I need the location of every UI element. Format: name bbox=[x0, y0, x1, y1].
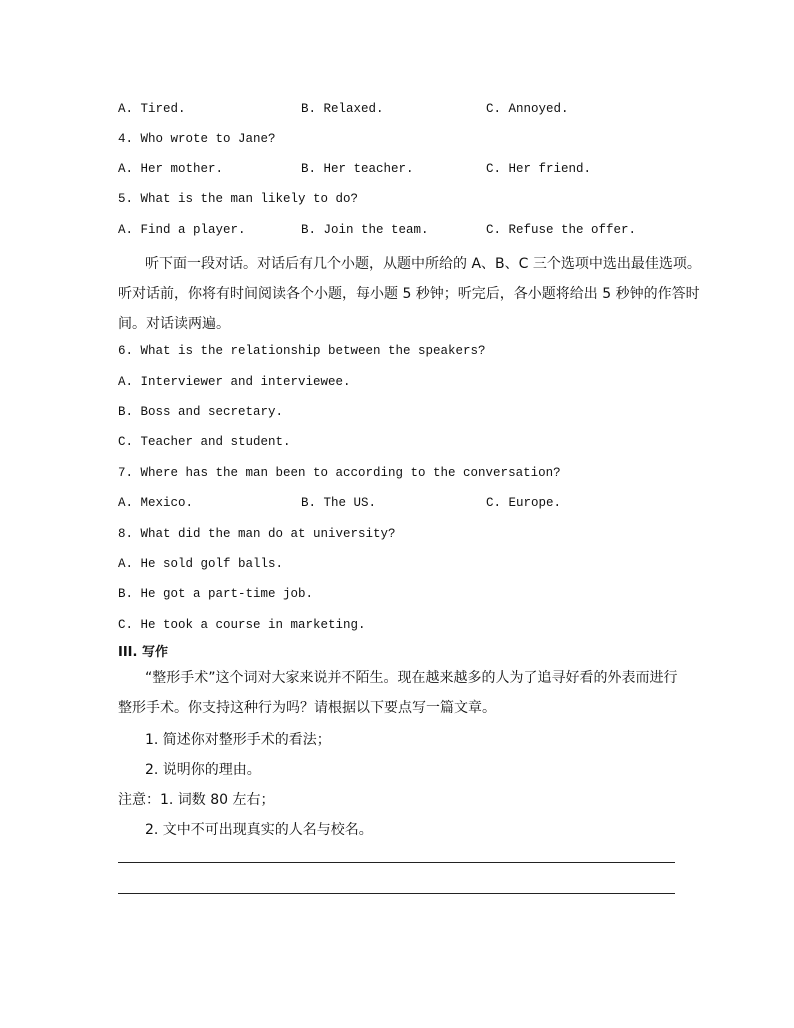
instructions-line-1: 听下面一段对话。对话后有几个小题，从题中所给的 A、B、C 三个选项中选出最佳选项。 bbox=[145, 256, 701, 272]
q3-option-a: A. Tired. bbox=[118, 102, 186, 116]
q6-question: 6. What is the relationship between the speakers? bbox=[118, 344, 486, 358]
q6-option-c: C. Teacher and student. bbox=[118, 435, 291, 449]
q7-question: 7. Where has the man been to according to the conversation? bbox=[118, 466, 561, 480]
q7-option-c: C. Europe. bbox=[486, 496, 562, 510]
q5-option-b: B. Join the team. bbox=[301, 223, 429, 237]
q6-option-a: A. Interviewer and interviewee. bbox=[118, 375, 351, 389]
writing-note-1: 注意：1. 词数 80 左右； bbox=[118, 792, 275, 808]
q8-question: 8. What did the man do at university? bbox=[118, 527, 396, 541]
q3-option-c: C. Annoyed. bbox=[486, 102, 569, 116]
q6-option-b: B. Boss and secretary. bbox=[118, 405, 284, 419]
q8-option-b: B. He got a part-time job. bbox=[118, 587, 314, 601]
q8-option-c: C. He took a course in marketing. bbox=[118, 618, 366, 632]
section-heading-writing: III. 写作 bbox=[118, 645, 168, 660]
writing-point-2: 2. 说明你的理由。 bbox=[145, 762, 261, 778]
writing-prompt-line-2: 整形手术。你支持这种行为吗？请根据以下要点写一篇文章。 bbox=[118, 700, 496, 716]
q7-option-a: A. Mexico. bbox=[118, 496, 194, 510]
q8-option-a: A. He sold golf balls. bbox=[118, 557, 284, 571]
q7-option-b: B. The US. bbox=[301, 496, 377, 510]
writing-note-2: 2. 文中不可出现真实的人名与校名。 bbox=[145, 822, 373, 838]
q5-question: 5. What is the man likely to do? bbox=[118, 192, 359, 206]
answer-line bbox=[118, 893, 675, 894]
q4-question: 4. Who wrote to Jane? bbox=[118, 132, 276, 146]
q5-option-c: C. Refuse the offer. bbox=[486, 223, 637, 237]
answer-line bbox=[118, 862, 675, 863]
q4-option-c: C. Her friend. bbox=[486, 162, 592, 176]
q5-option-a: A. Find a player. bbox=[118, 223, 246, 237]
q3-option-b: B. Relaxed. bbox=[301, 102, 384, 116]
instructions-line-3: 间。对话读两遍。 bbox=[118, 316, 230, 332]
instructions-line-2: 听对话前，你将有时间阅读各个小题，每小题 5 秒钟；听完后，各小题将给出 5 秒钟的作答时 bbox=[118, 286, 700, 302]
q4-option-a: A. Her mother. bbox=[118, 162, 224, 176]
q4-option-b: B. Her teacher. bbox=[301, 162, 414, 176]
writing-point-1: 1. 简述你对整形手术的看法； bbox=[145, 732, 331, 748]
writing-prompt-line-1: “整形手术”这个词对大家来说并不陌生。现在越来越多的人为了追寻好看的外表而进行 bbox=[145, 670, 678, 686]
